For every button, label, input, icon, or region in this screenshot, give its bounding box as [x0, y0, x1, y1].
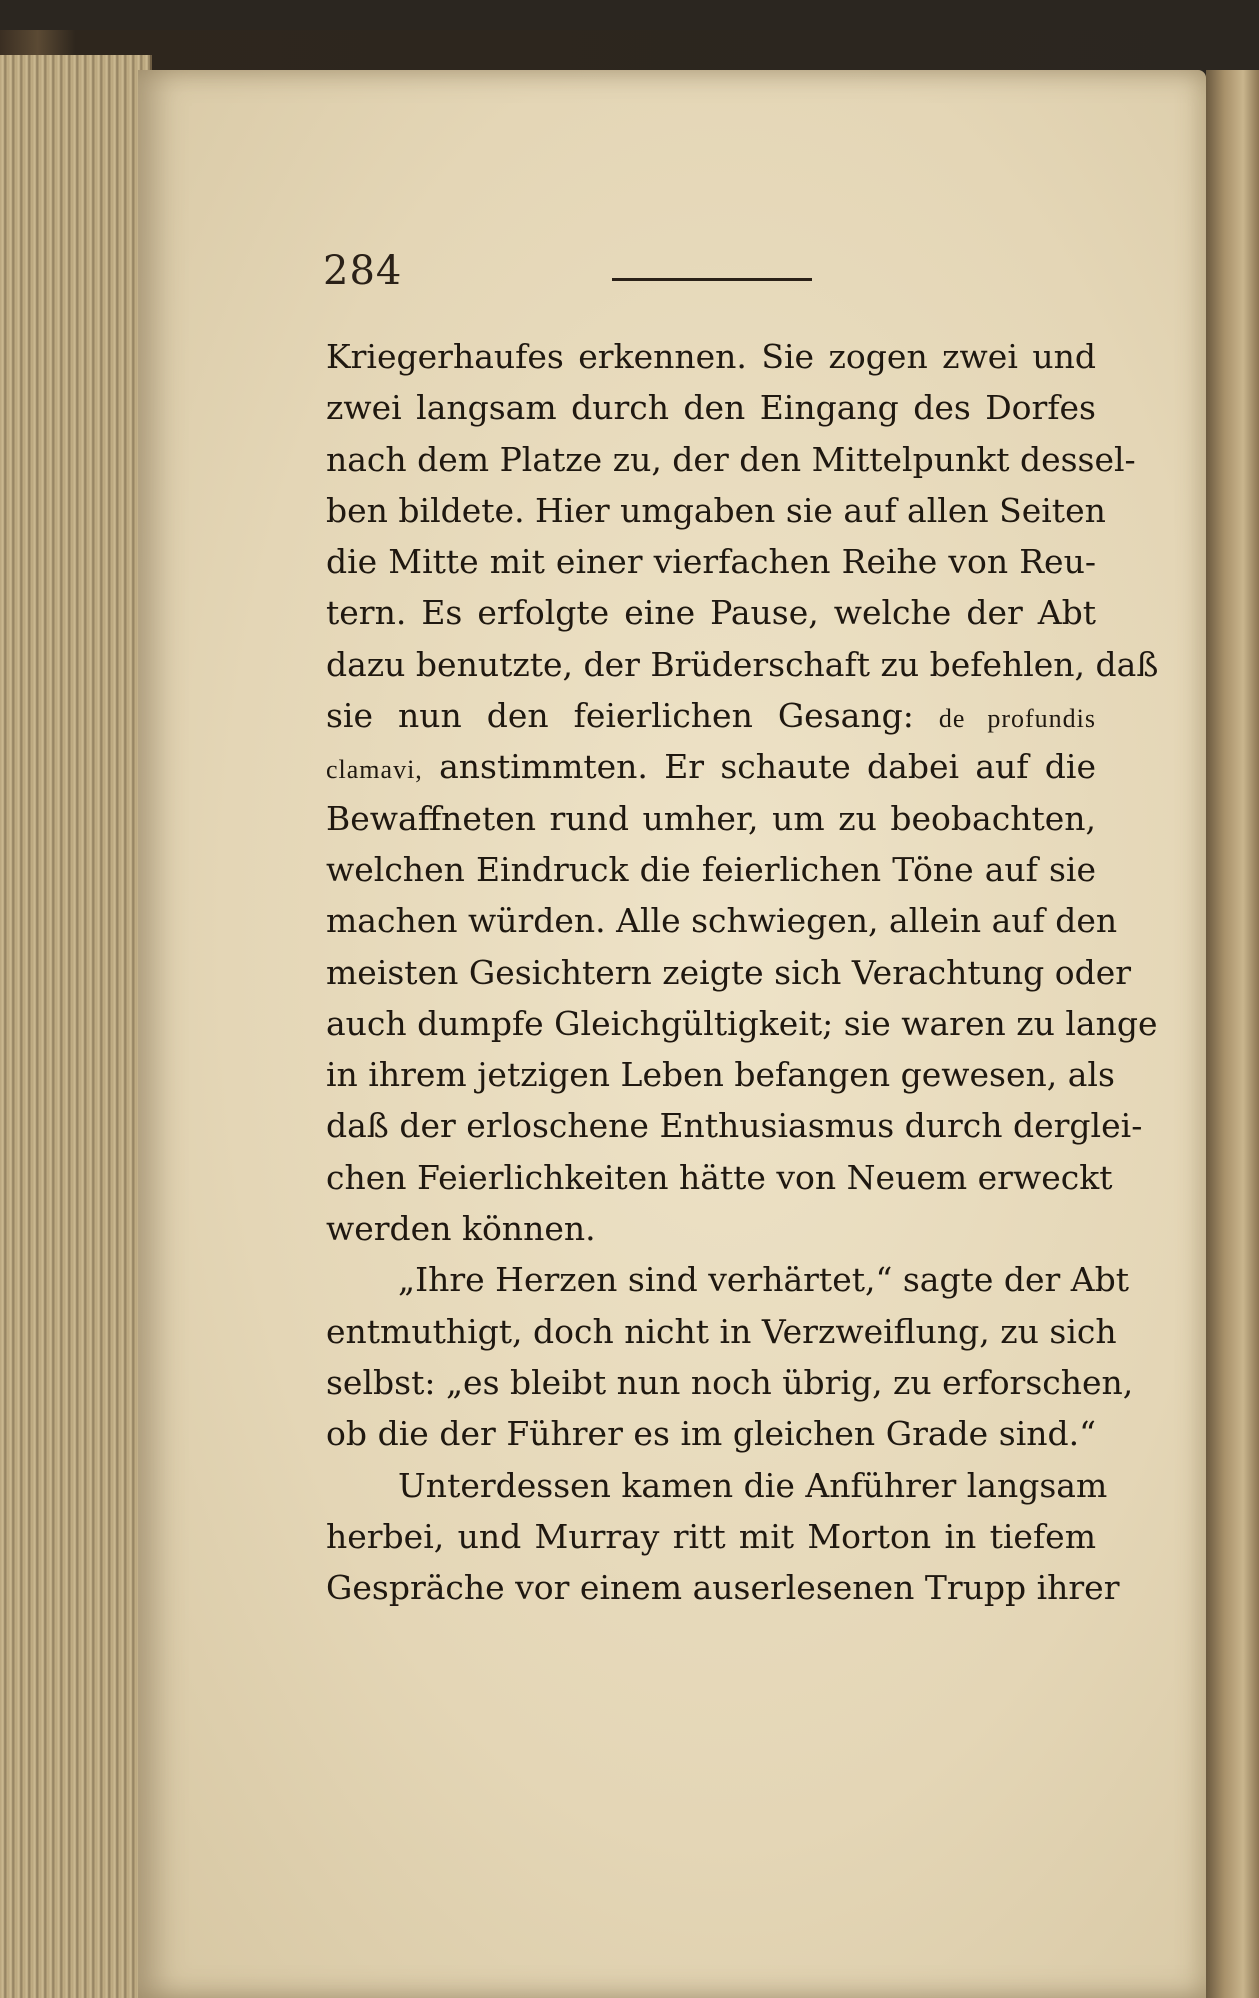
next-page-edge: [1206, 70, 1259, 1998]
text-line: selbst: „es bleibt nun noch übrig, zu erforschen,: [326, 1362, 1134, 1402]
page-number: 284: [323, 248, 403, 294]
text-line: Kriegerhaufes erkennen. Sie zogen zwei und: [326, 337, 1096, 376]
text-line: ben bildete. Hier umgaben sie auf allen Seiten: [326, 490, 1106, 530]
text-line: meisten Gesichtern zeigte sich Verachtung oder: [326, 952, 1132, 992]
text-line: tern. Es erfolgte eine Pause, welche der Abt: [326, 593, 1096, 633]
text-line: herbei, und Murray ritt mit Morton in tiefem: [326, 1516, 1096, 1556]
text-line: daß der erloschene Enthusiasmus durch derglei-: [326, 1106, 1143, 1146]
text-segment: sie nun den feierlichen Gesang:: [326, 696, 914, 736]
text-line: „Ihre Herzen sind verhärtet,“ sagte der Abt: [398, 1260, 1129, 1300]
latin-phrase: de profundis: [938, 704, 1096, 734]
header-rule: [612, 278, 812, 281]
text-line: zwei langsam durch den Eingang des Dorfes: [326, 388, 1096, 428]
text-line: machen würden. Alle schwiegen, allein auf den: [326, 901, 1118, 941]
text-line: werden können.: [326, 1209, 596, 1249]
text-line: Unterdessen kamen die Anführer langsam: [398, 1465, 1108, 1505]
text-line: chen Feierlichkeiten hätte von Neuem erweckt: [326, 1157, 1113, 1197]
text-line: die Mitte mit einer vierfachen Reihe von Reu-: [326, 542, 1096, 582]
text-line: Gespräche vor einem auserlesenen Trupp ihrer: [326, 1568, 1120, 1608]
text-line-mixed: [326, 741, 1096, 792]
text-line: nach dem Platze zu, der den Mittelpunkt dessel-: [326, 439, 1136, 479]
page-edges: [0, 55, 152, 1998]
text-segment: anstimmten. Er schaute dabei auf die: [439, 747, 1096, 787]
text-line: Bewaffneten rund umher, um zu beobachten,: [326, 798, 1096, 838]
latin-phrase: clamavi,: [326, 755, 423, 785]
text-line: dazu benutzte, der Brüderschaft zu befehlen, daß: [326, 644, 1159, 684]
text-line: in ihrem jetzigen Leben befangen gewesen, als: [326, 1055, 1115, 1095]
text-line-mixed: [326, 690, 1096, 741]
text-line: welchen Eindruck die feierlichen Töne auf sie: [326, 849, 1096, 889]
text-line: auch dumpfe Gleichgültigkeit; sie waren zu lange: [326, 1003, 1158, 1043]
body-text: [326, 331, 1159, 1613]
text-line: ob die der Führer es im gleichen Grade sind.“: [326, 1414, 1096, 1454]
text-line: entmuthigt, doch nicht in Verzweiflung, zu sich: [326, 1311, 1117, 1351]
